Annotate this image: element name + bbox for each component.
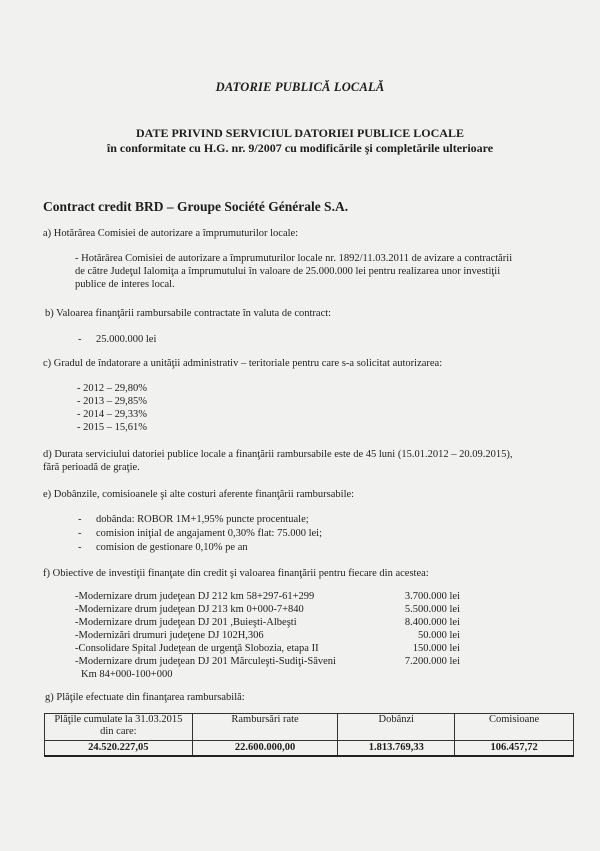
investment-name: -Modernizare drum judeţean DJ 213 km 0+000-7+840 — [75, 604, 304, 615]
header-cumulative: Plăţile cumulate la 31.03.2015 — [54, 714, 183, 725]
section-c-item: - 2012 – 29,80% — [77, 383, 147, 394]
investment-name: -Modernizări drumuri judeţene DJ 102H,306 — [75, 630, 264, 641]
bullet-dash: - — [78, 514, 82, 525]
section-c-item: - 2013 – 29,85% — [77, 396, 147, 407]
section-b-dash: - — [78, 334, 82, 345]
table-header-cell: Rambursări rate — [192, 714, 338, 741]
section-a-line-3: publice de interes local. — [75, 279, 175, 290]
investment-name: -Consolidare Spital Judeţean de urgenţă Slobozia, etapa II — [75, 643, 319, 654]
section-c-item: - 2015 – 15,61% — [77, 422, 147, 433]
section-b-heading: b) Valoarea finanţării rambursabile contractate în valuta de contract: — [45, 308, 332, 319]
table-row — [45, 741, 574, 757]
investment-value: 50.000 lei — [418, 630, 460, 641]
section-e-item — [78, 528, 322, 539]
investment-value: 3.700.000 lei — [404, 591, 460, 602]
investment-value: 7.200.000 lei — [404, 656, 460, 667]
section-a-line-2: de către Judeţul Ialomiţa a împrumutului în valoare de 25.000.000 lei pentru realizarea unor investiţii — [75, 266, 501, 277]
section-e-item — [78, 542, 248, 553]
investment-name: -Modernizare drum judeţean DJ 201 ,Buieşti-Albeşti — [75, 617, 297, 628]
section-title: Contract credit BRD – Groupe Société Générale S.A. — [43, 199, 349, 214]
section-g-heading: g) Plăţile efectuate din finanţarea rambursabilă: — [45, 692, 245, 703]
section-a-line-1: - Hotărârea Comisiei de autorizare a împrumuturilor locale nr. 1892/11.03.2011 de avizare a contractării — [75, 253, 513, 264]
header-sub: din care: — [100, 726, 137, 737]
payments-table — [44, 713, 574, 757]
bullet-dash: - — [78, 542, 82, 553]
document-title: DATORIE PUBLICĂ LOCALĂ — [215, 80, 385, 94]
section-e-heading: e) Dobânzile, comisioanele şi alte costuri aferente finanţării rambursabile: — [43, 489, 355, 500]
table-header-cell: Dobânzi — [338, 714, 455, 741]
section-d-line-2: fără perioadă de graţie. — [43, 462, 140, 473]
section-e-item-text: comision de gestionare 0,10% pe an — [96, 542, 248, 553]
investment-name: -Modernizare drum judeţean DJ 212 km 58+297-61+299 — [75, 591, 315, 602]
table-header-cell: Comisioane — [455, 714, 574, 741]
section-c-item: - 2014 – 29,33% — [77, 409, 147, 420]
section-b-value: 25.000.000 lei — [96, 334, 157, 345]
table-cell: 24.520.227,05 — [45, 741, 193, 757]
bullet-dash: - — [78, 528, 82, 539]
table-cell: 106.457,72 — [455, 741, 574, 757]
investment-value: 150.000 lei — [412, 643, 460, 654]
table-cell: 1.813.769,33 — [338, 741, 455, 757]
table-header-row — [45, 714, 574, 741]
section-c-heading: c) Gradul de îndatorare a unităţii administrativ – teritoriale pentru care s-a solicitat autorizarea: — [43, 358, 443, 369]
table-cell: 22.600.000,00 — [192, 741, 338, 757]
subtitle-line-2: în conformitate cu H.G. nr. 9/2007 cu modificările şi completările ulterioare — [106, 141, 494, 155]
table-header-cell — [45, 714, 193, 741]
section-e-item-text: comision iniţial de angajament 0,30% flat: 75.000 lei; — [96, 528, 322, 539]
section-e-item — [78, 514, 309, 525]
investment-value: 5.500.000 lei — [404, 604, 460, 615]
section-e-item-text: dobânda: ROBOR 1M+1,95% puncte procentuale; — [96, 514, 309, 525]
section-f-heading: f) Obiective de investiţii finanţate din credit şi valoarea finanţării pentru fiecare din acestea: — [43, 568, 429, 579]
section-d-line-1: d) Durata serviciului datoriei publice locale a finanţării rambursabile este de 45 luni (15.01.2012 – 20.09.2015), — [43, 449, 513, 460]
section-a-heading: a) Hotărârea Comisiei de autorizare a împrumuturilor locale: — [43, 228, 299, 239]
investment-value: 8.400.000 lei — [404, 617, 460, 628]
investment-extra: Km 84+000-100+000 — [81, 669, 173, 680]
subtitle-line-1: DATE PRIVIND SERVICIUL DATORIEI PUBLICE LOCALE — [136, 126, 464, 140]
investment-name: -Modernizare drum judeţean DJ 201 Mărculeşti-Sudiţi-Săveni — [75, 656, 336, 667]
